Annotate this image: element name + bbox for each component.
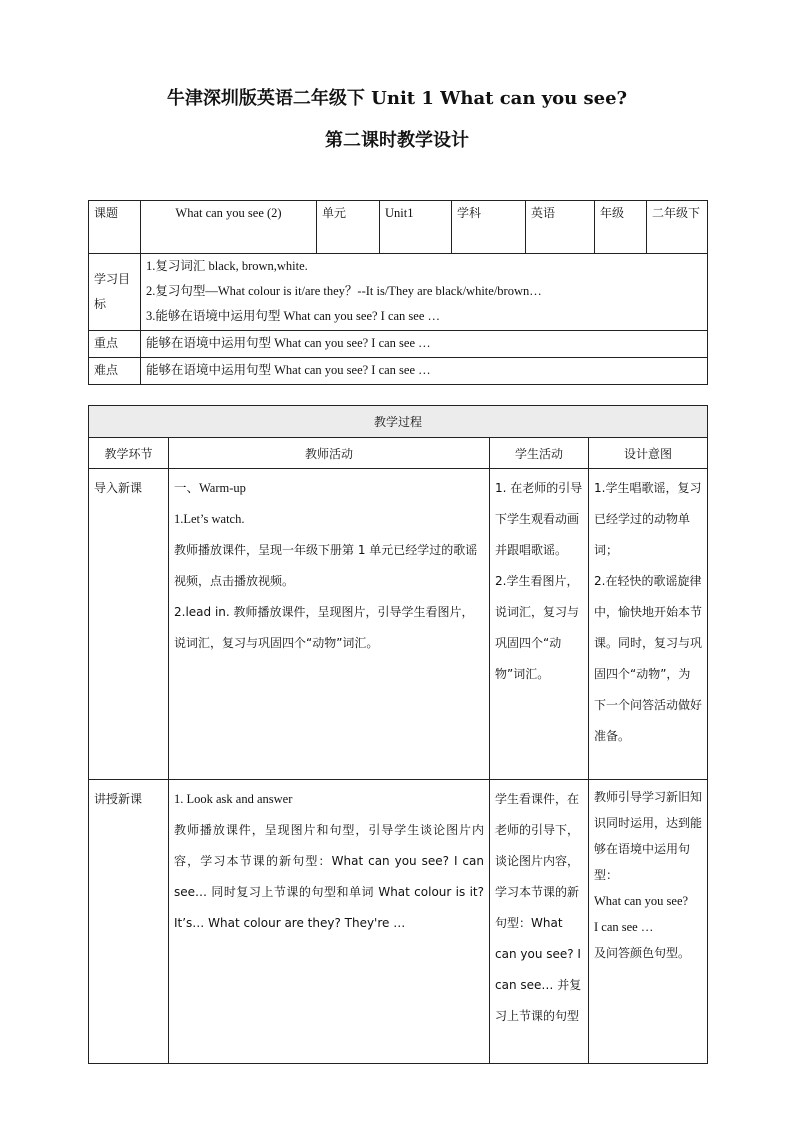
goal-item: 2.复习句型—What colour is it/are they？--It is/They are black/white/brown…: [146, 284, 542, 298]
table-row: [89, 469, 708, 780]
intent-line: 1.学生唱歌谣，复习已经学过的动物单词；: [594, 481, 702, 557]
info-row-goals: [89, 254, 708, 331]
intent-line: 教师引导学习新旧知识同时运用，达到能够在语境中运用句型：: [594, 790, 703, 882]
intent-line: I can see …: [594, 920, 654, 934]
student-line: 学生看课件，在老师的引导下，谈论图片内容，学习本节课的新句型：What can you see? I can see… 并复习上节课的句型: [495, 792, 582, 1023]
info-row-key: [89, 331, 708, 358]
document-title: 牛津深圳版英语二年级下 Unit 1 What can you see?: [166, 88, 628, 109]
goals-label: 学习目标: [89, 254, 141, 331]
difficult-value: 能够在语境中运用句型 What can you see? I can see …: [141, 358, 708, 385]
student-activity-cell: [490, 780, 589, 1064]
table-row: [89, 780, 708, 1064]
stage-cell: 导入新课: [89, 469, 169, 780]
column-header-stage: 教学环节: [89, 438, 169, 469]
design-intent-cell: [589, 780, 708, 1064]
teacher-line: 教师播放课件，呈现一年级下册第 1 单元已经学过的歌谣视频，点击播放视频。: [174, 543, 478, 588]
teacher-line: 1. Look ask and answer: [174, 792, 293, 806]
teacher-line: 一、Warm-up: [174, 481, 246, 495]
column-header-intent: 设计意图: [589, 438, 708, 469]
column-header-row: [89, 438, 708, 469]
goal-item: 3.能够在语境中运用句型 What can you see? I can see …: [146, 309, 441, 323]
stage-cell: 讲授新课: [89, 780, 169, 1064]
unit-label: 单元: [317, 201, 380, 254]
goal-item: 1.复习词汇 black, brown,white.: [146, 259, 308, 273]
info-row-difficult: [89, 358, 708, 385]
process-header: 教学过程: [89, 406, 708, 438]
goals-content: [141, 254, 708, 331]
info-row-topic: [89, 201, 708, 254]
teacher-activity-cell: [169, 469, 490, 780]
intent-line: 2.在轻快的歌谣旋律中，愉快地开始本节课。同时，复习与巩固四个“动物”，为下一个问答活动做好准备。: [594, 574, 703, 743]
grade-value: 二年级下: [647, 201, 708, 254]
teacher-line: 1.Let’s watch.: [174, 512, 245, 526]
design-intent-cell: [589, 469, 708, 780]
teacher-line: 教师播放课件，呈现图片和句型，引导学生谈论图片内容，学习本节课的新句型：What can you see? I can see… 同时复习上节课的句型和单词 What colour is it? It’s… What colour are they? They're …: [174, 823, 484, 930]
intent-line: 及问答颜色句型。: [594, 946, 691, 960]
topic-value: What can you see (2): [141, 201, 317, 254]
teacher-line: 2.lead in. 教师播放课件，呈现图片，引导学生看图片，说词汇，复习与巩固四个“动物”词汇。: [174, 605, 474, 650]
subject-label: 学科: [452, 201, 526, 254]
topic-label: 课题: [89, 201, 141, 254]
student-line: 1. 在老师的引导下学生观看动画并跟唱歌谣。: [495, 481, 583, 557]
key-value: 能够在语境中运用句型 What can you see? I can see …: [141, 331, 708, 358]
subject-value: 英语: [526, 201, 595, 254]
column-header-student: 学生活动: [490, 438, 589, 469]
unit-value: Unit1: [380, 201, 452, 254]
column-header-teacher: 教师活动: [169, 438, 490, 469]
student-activity-cell: [490, 469, 589, 780]
process-header-row: [89, 406, 708, 438]
key-label: 重点: [89, 331, 141, 358]
document-subtitle: 第二课时教学设计: [325, 130, 469, 151]
difficult-label: 难点: [89, 358, 141, 385]
intent-line: What can you see?: [594, 894, 689, 908]
lesson-info-table: [88, 200, 708, 385]
teaching-process-table: [88, 405, 708, 1064]
grade-label: 年级: [595, 201, 647, 254]
teacher-activity-cell: [169, 780, 490, 1064]
student-line: 2.学生看图片，说词汇，复习与巩固四个“动物”词汇。: [495, 574, 580, 681]
